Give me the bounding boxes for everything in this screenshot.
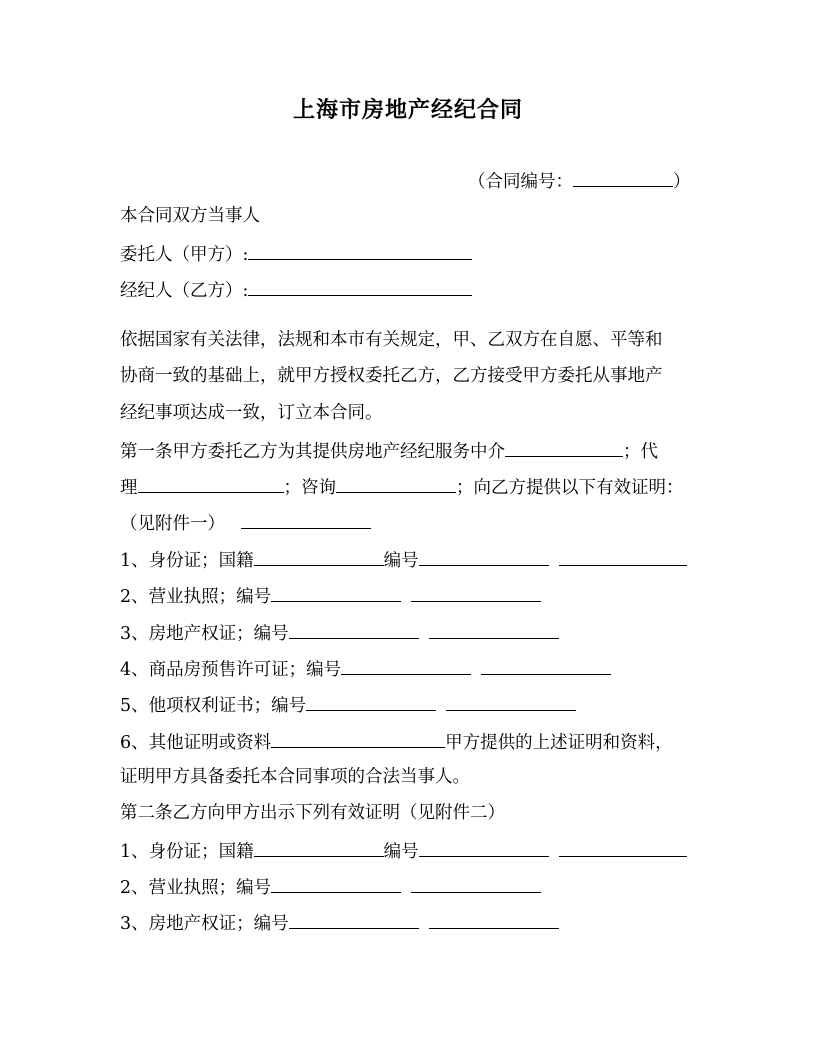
annex1-line [120, 510, 371, 536]
number-blank[interactable] [271, 583, 401, 602]
agency-blank[interactable] [138, 474, 284, 493]
extra-blank[interactable] [429, 910, 559, 929]
a1-item-6 [120, 729, 673, 755]
contract-number-line [468, 168, 691, 194]
article1-text-c: ；向乙方提供以下有效证明： [456, 478, 684, 498]
number-blank[interactable] [289, 910, 419, 929]
client-line [120, 241, 472, 267]
item-label: 5、他项权利证书；编号 [120, 696, 307, 716]
agent-blank[interactable] [248, 277, 472, 296]
a2-item-2 [120, 874, 541, 900]
other-docs-blank[interactable] [271, 729, 445, 748]
extra-blank[interactable] [411, 874, 541, 893]
consult-label: ；咨询 [283, 478, 336, 498]
item-label: 1、身份证；国籍 [120, 842, 254, 862]
article1-line-1 [120, 438, 658, 464]
a1-item-1 [120, 547, 687, 573]
contract-number-label: （合同编号： [468, 172, 573, 192]
a1-item-5 [120, 692, 576, 718]
annex1-label: （见附件一） [120, 514, 225, 534]
a2-item-1 [120, 838, 687, 864]
article1-text-a: 第一条甲方委托乙方为其提供房地产经纪服务中介 [120, 442, 505, 462]
number-blank[interactable] [341, 656, 471, 675]
extra-blank[interactable] [429, 620, 559, 639]
item-label: 3、房地产权证；编号 [120, 914, 289, 934]
item-mid-label: 编号 [383, 842, 419, 862]
extra-blank[interactable] [559, 547, 687, 566]
client-label: 委托人（甲方）: [120, 245, 249, 265]
agent-label: 经纪人（乙方）: [120, 281, 249, 301]
a1-item-6-cont: 证明甲方具备委托本合同事项的合法当事人。 [120, 767, 470, 787]
article1-line-2 [120, 474, 684, 500]
number-blank[interactable] [419, 547, 549, 566]
article2-heading: 第二条乙方向甲方出示下列有效证明（见附件二） [120, 803, 505, 823]
agency-label: 理 [120, 478, 138, 498]
item-label: 2、营业执照；编号 [120, 878, 272, 898]
client-blank[interactable] [248, 241, 472, 260]
a1-item-2 [120, 583, 541, 609]
item-mid-label: 编号 [383, 551, 419, 571]
item6-text: 甲方提供的上述证明和资料， [445, 733, 673, 753]
preamble-line-1: 依据国家有关法律，法规和本市有关规定，甲、乙双方在自愿、平等和 [120, 330, 663, 350]
number-blank[interactable] [271, 874, 401, 893]
extra-blank[interactable] [559, 838, 687, 857]
number-blank[interactable] [419, 838, 549, 857]
nationality-blank[interactable] [254, 838, 384, 857]
a2-item-3 [120, 910, 559, 936]
consult-blank[interactable] [336, 474, 456, 493]
parties-heading: 本合同双方当事人 [120, 206, 260, 226]
intermediary-blank[interactable] [505, 438, 623, 457]
article1-text-b: ；代 [623, 442, 658, 462]
extra-blank[interactable] [411, 583, 541, 602]
a1-item-4 [120, 656, 611, 682]
item6-label: 6、其他证明或资料 [120, 733, 272, 753]
item-label: 4、商品房预售许可证；编号 [120, 660, 342, 680]
a1-item-3 [120, 620, 559, 646]
number-blank[interactable] [289, 620, 419, 639]
document-title: 上海市房地产经纪合同 [292, 97, 523, 123]
item-label: 3、房地产权证；编号 [120, 624, 289, 644]
preamble-line-2: 协商一致的基础上，就甲方授权委托乙方，乙方接受甲方委托从事地产 [120, 366, 663, 386]
nationality-blank[interactable] [254, 547, 384, 566]
extra-blank[interactable] [446, 692, 576, 711]
item-label: 2、营业执照；编号 [120, 587, 272, 607]
agent-line [120, 277, 472, 303]
annex1-blank[interactable] [241, 510, 371, 529]
extra-blank[interactable] [481, 656, 611, 675]
number-blank[interactable] [306, 692, 436, 711]
contract-number-blank[interactable] [573, 168, 673, 187]
preamble-line-3: 经纪事项达成一致，订立本合同。 [120, 403, 383, 423]
contract-number-close: ） [673, 172, 691, 192]
item-label: 1、身份证；国籍 [120, 551, 254, 571]
